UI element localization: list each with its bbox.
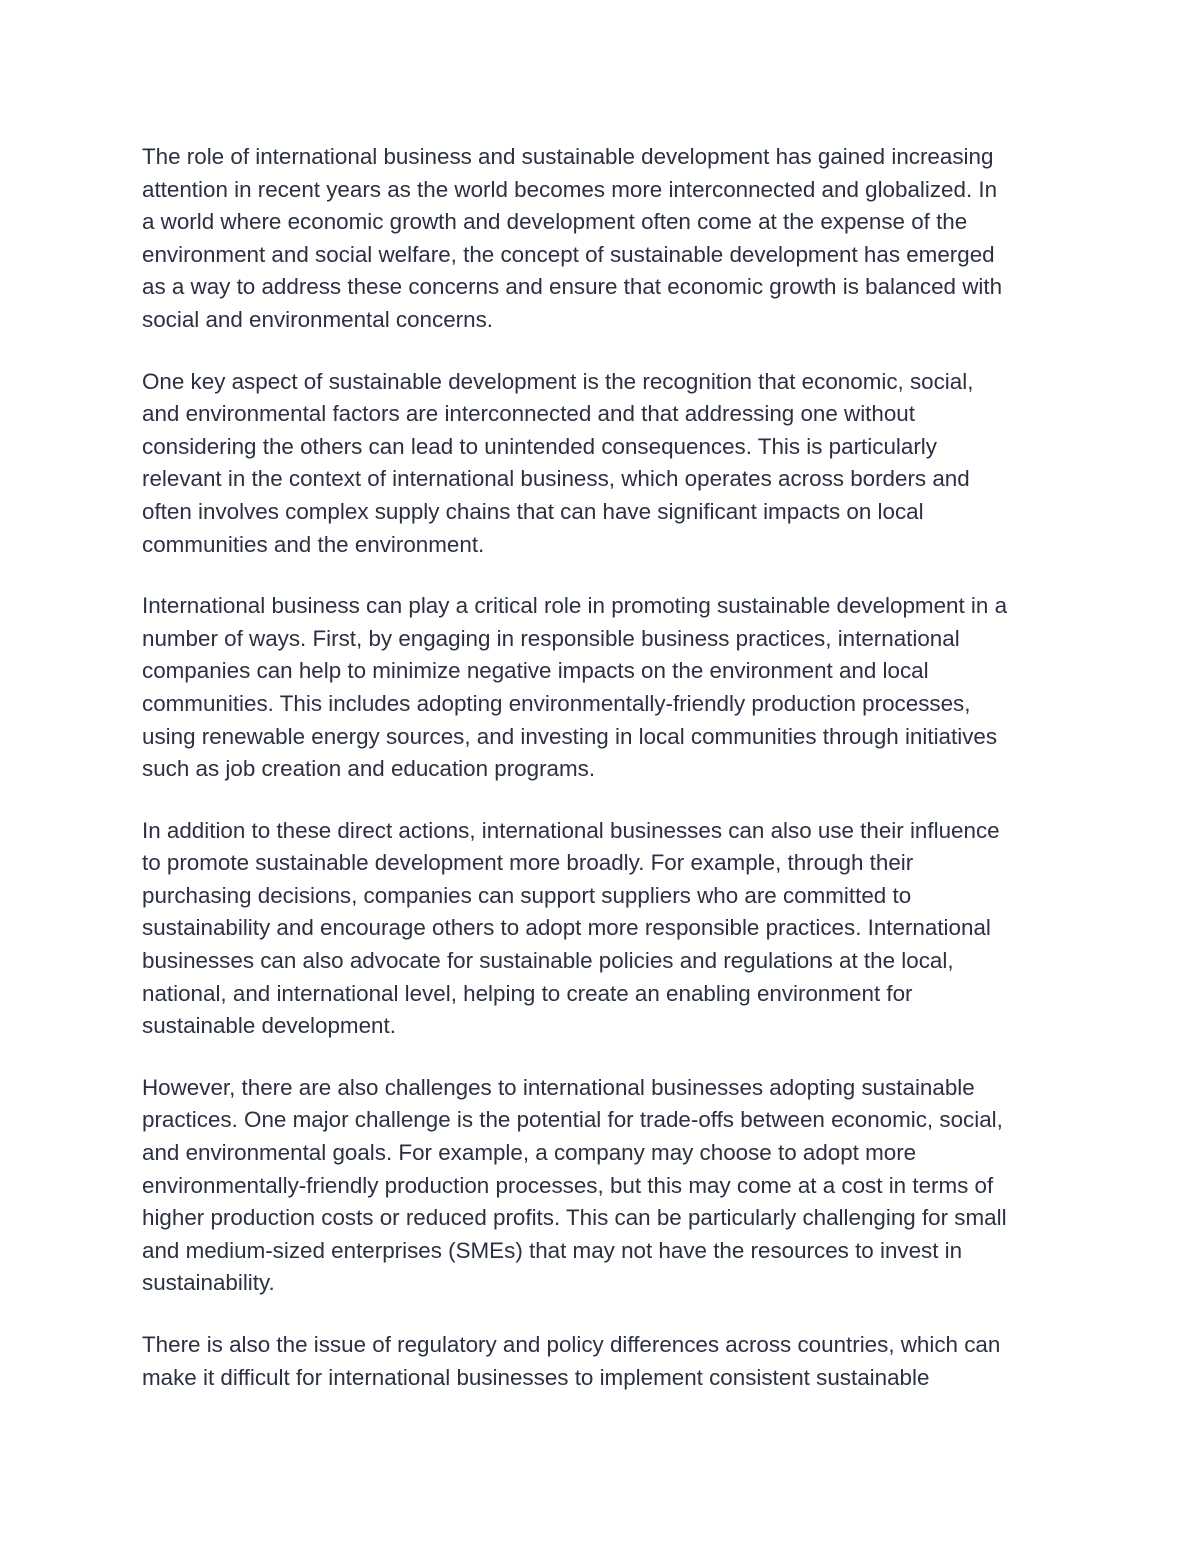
paragraph-3: International business can play a critical role in promoting sustainable development in a number of ways. First, by engaging in responsible business practices, international companies can help to minimize negative impacts on the environment and local communities. This includes adopting environmentally-friendly production processes, using renewable energy sources, and investing in local communities through initiatives such as job creation and education programs. — [142, 593, 1008, 782]
paragraph-2: One key aspect of sustainable development is the recognition that economic, social, and environmental factors are interconnected and that addressing one without considering the others can lead to unintended consequences. This is particularly relevant in the context of international business, which operates across borders and often involves complex supply chains that can have significant impacts on local communities and the environment. — [142, 368, 974, 557]
paragraph-4: In addition to these direct actions, international businesses can also use their influence to promote sustainable development more broadly. For example, through their purchasing decisions, companies can support suppliers who are committed to sustainability and encourage others to adopt more responsible practices. International businesses can also advocate for sustainable policies and regulations at the local, national, and international level, helping to create an enabling environment for sustainable development. — [142, 817, 1000, 1039]
paragraph-6: There is also the issue of regulatory and policy differences across countries, which can make it difficult for international businesses to implement consistent sustainable — [142, 1332, 1001, 1390]
paragraph-1: The role of international business and sustainable development has gained increasing attention in recent years as the world becomes more interconnected and globalized. In a world where economic growth and development often come at the expense of the environment and social welfare, the concept of sustainable development has emerged as a way to address these concerns and ensure that economic growth is balanced with social and environmental concerns. — [142, 144, 1003, 332]
paragraph-5: However, there are also challenges to international businesses adopting sustainable practices. One major challenge is the potential for trade-offs between economic, social, and environmental goals. For example, a company may choose to adopt more environmentally-friendly production processes, but this may come at a cost in terms of higher production costs or reduced profits. This can be particularly challenging for small and medium-sized enterprises (SMEs) that may not have the resources to invest in sustainability. — [142, 1074, 1007, 1296]
document-body — [142, 141, 1062, 1394]
